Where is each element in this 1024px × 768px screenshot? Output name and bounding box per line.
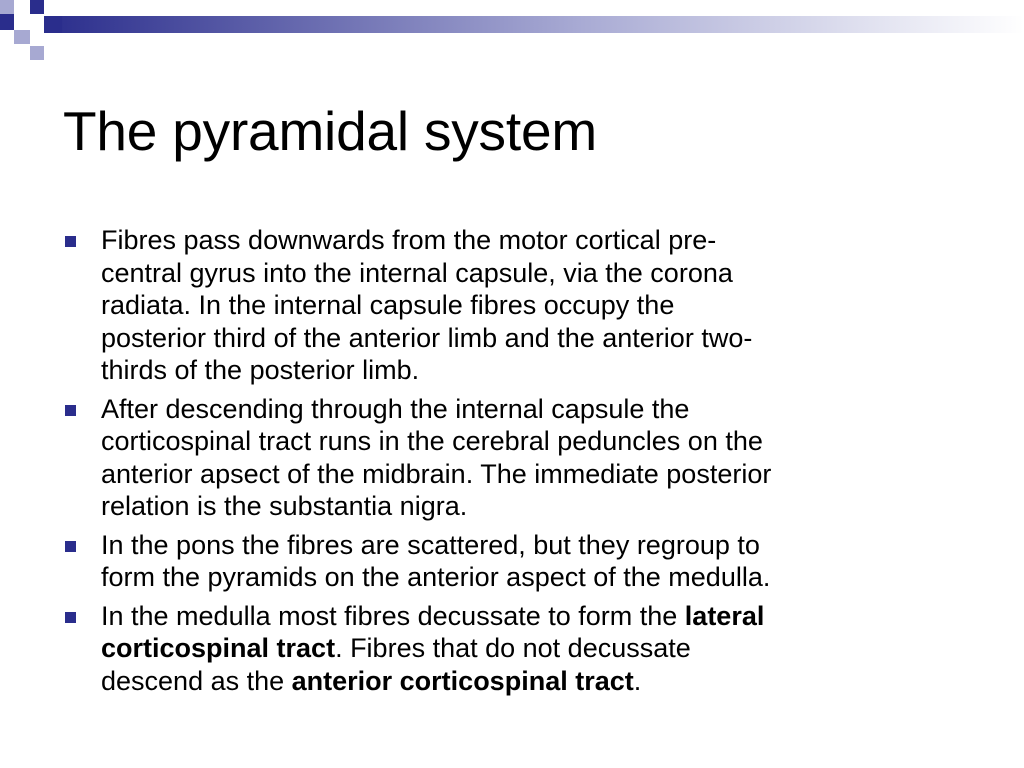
term-corticospinal-tract: corticospinal tract — [101, 633, 336, 663]
header-decoration — [0, 0, 1024, 64]
bullet-segment: In the medulla most fibres decussate to form the — [101, 600, 685, 631]
deco-square-dark — [44, 16, 62, 33]
bullet-line: corticospinal tract runs in the cerebral peduncles on the — [101, 426, 763, 456]
bullet-line: relation is the substantia nigra. — [101, 491, 468, 521]
deco-square-light — [0, 0, 14, 14]
bullet-segment: . — [633, 665, 642, 696]
square-bullet-icon — [65, 612, 76, 623]
square-bullet-icon — [65, 236, 76, 247]
bullet-item — [62, 529, 962, 594]
bullet-item — [62, 224, 962, 387]
bullet-segment: descend as the — [101, 665, 292, 696]
bullet-line: posterior third of the anterior limb and the anterior two- — [101, 322, 753, 353]
deco-square-dark — [0, 14, 14, 30]
bullet-item — [62, 393, 962, 523]
bullet-line: radiata. In the internal capsule fibres occupy the — [101, 290, 675, 320]
term-lateral: lateral — [684, 600, 765, 631]
deco-square-light — [14, 30, 30, 44]
bullet-text — [101, 600, 962, 698]
bullet-line: Fibres pass downwards from the motor cortical pre- — [101, 225, 717, 255]
slide-title: The pyramidal system — [63, 100, 597, 162]
bullet-text — [101, 393, 962, 523]
deco-square-light — [30, 46, 44, 60]
bullet-list — [62, 224, 962, 703]
bullet-line: form the pyramids on the anterior aspect of the medulla. — [101, 562, 771, 592]
term-anterior-corticospinal-tract: anterior corticospinal tract — [291, 665, 634, 696]
bullet-item — [62, 600, 962, 698]
bullet-segment: . Fibres that do not decussate — [335, 633, 691, 663]
deco-square-dark — [30, 0, 44, 14]
square-bullet-icon — [65, 541, 76, 552]
bullet-line: In the pons the fibres are scattered, but they regroup to — [101, 529, 760, 560]
bullet-line: central gyrus into the internal capsule, via the corona — [101, 257, 733, 288]
bullet-line: anterior apsect of the midbrain. The immediate posterior — [101, 458, 772, 489]
bullet-text — [101, 529, 962, 594]
bullet-text — [101, 224, 962, 387]
bullet-line: thirds of the posterior limb. — [101, 355, 420, 385]
bullet-line: After descending through the internal capsule the — [101, 393, 690, 424]
square-bullet-icon — [65, 405, 76, 416]
header-gradient-bar — [44, 16, 1024, 33]
